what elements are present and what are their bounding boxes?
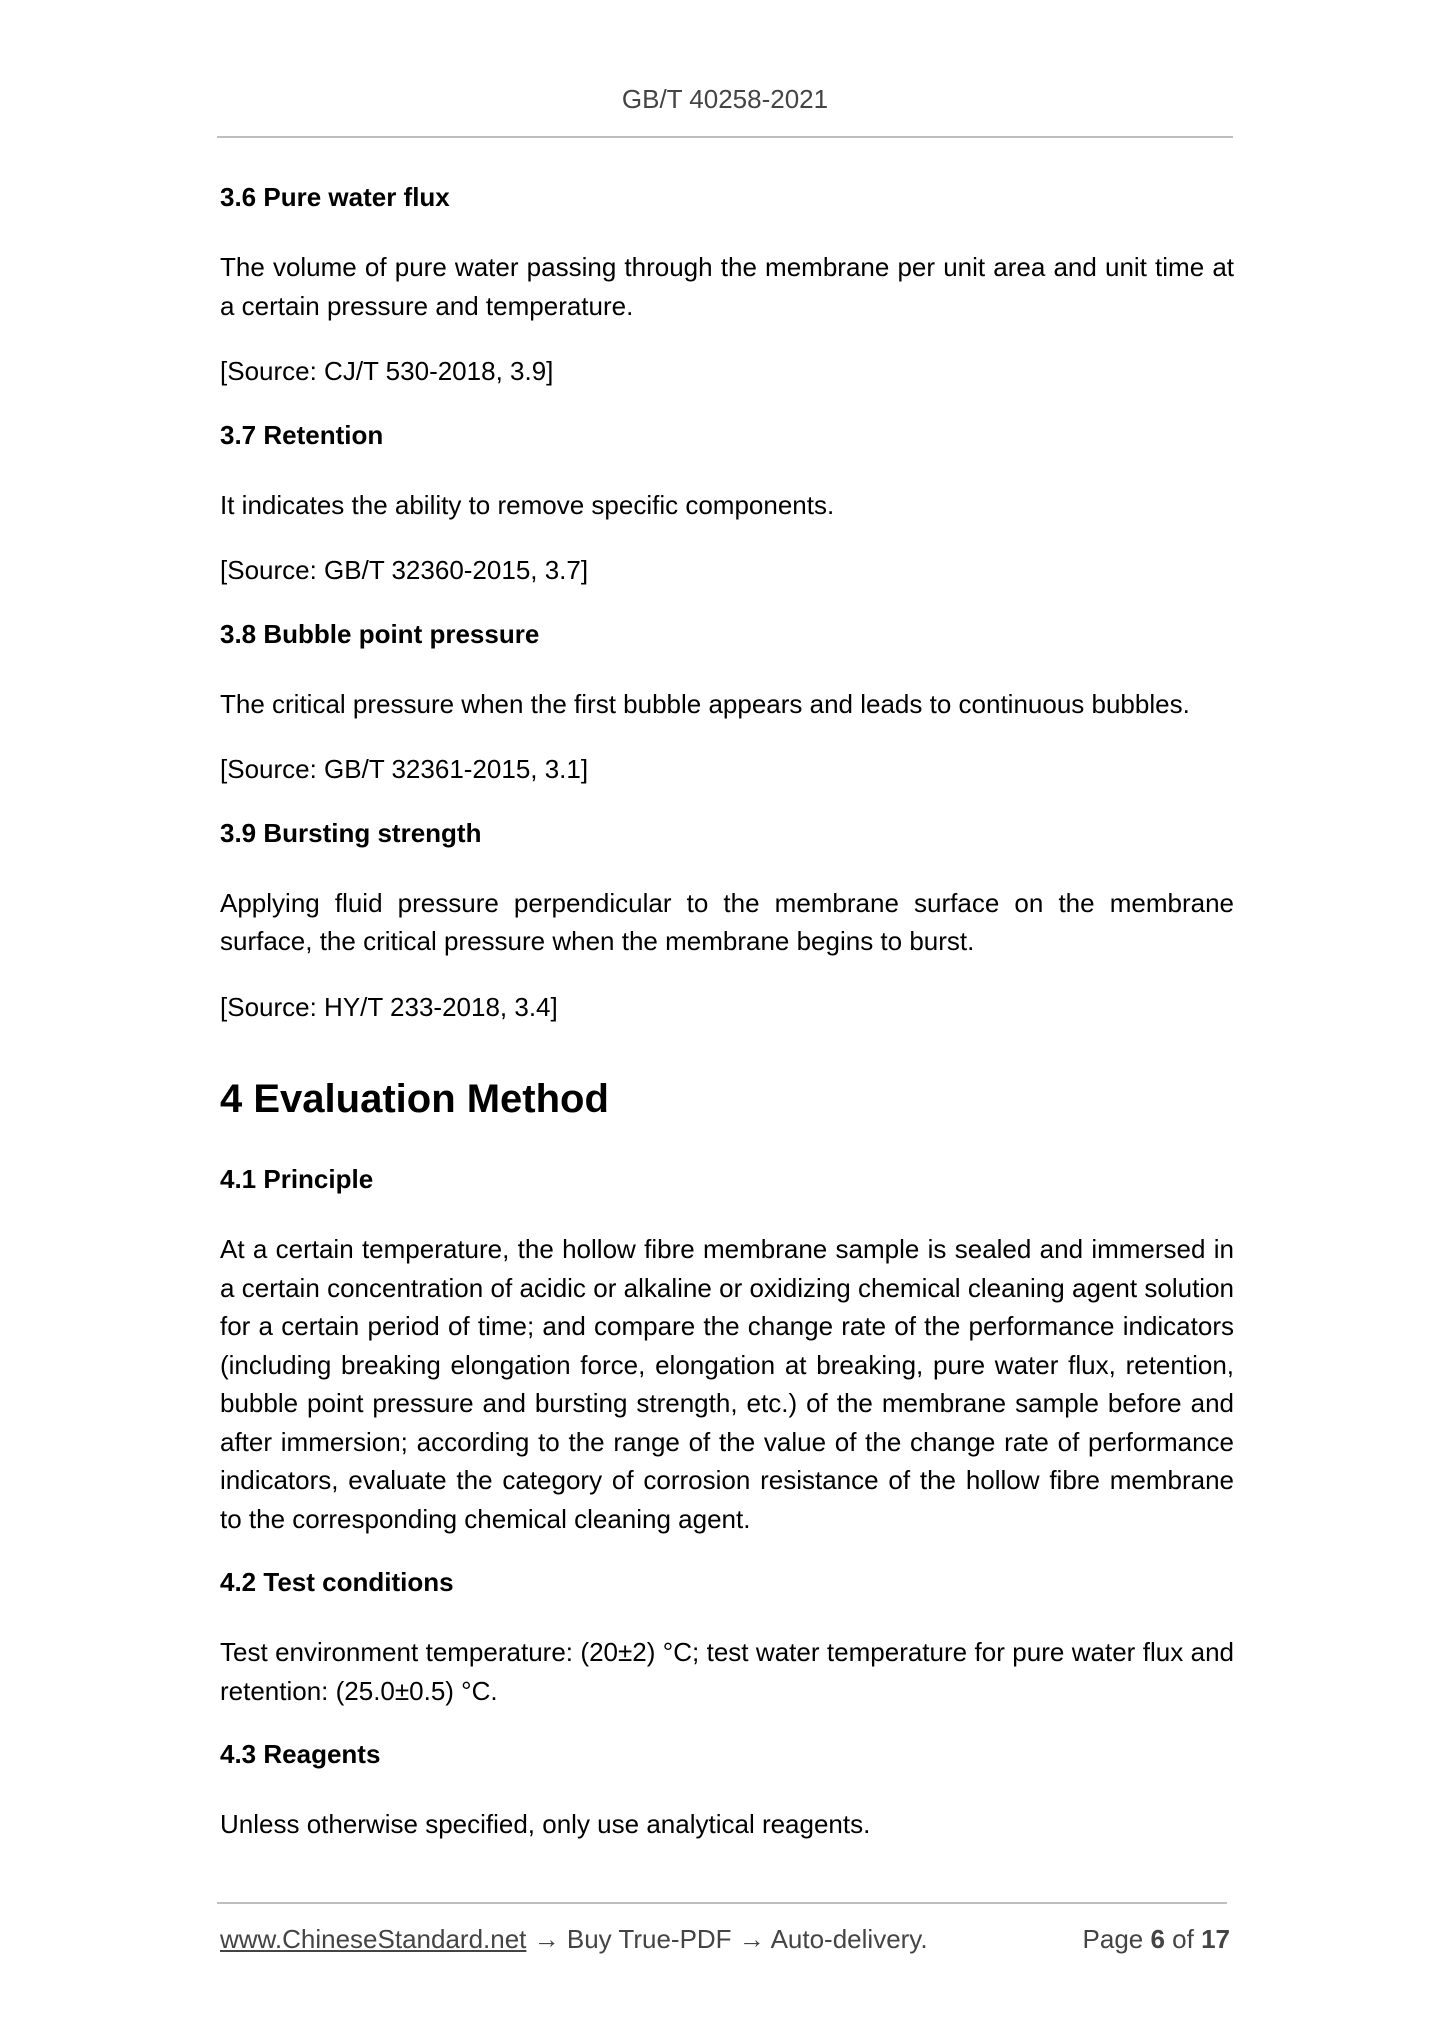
document-body [220, 180, 1234, 1844]
section-4-2-heading: 4.2 Test conditions [220, 1567, 454, 1597]
document-id-header: GB/T 40258-2021 [621, 84, 829, 114]
section-3-6-heading: 3.6 Pure water flux [220, 182, 450, 212]
header-divider [217, 136, 1233, 138]
section-4-3-text: Unless otherwise specified, only use analytical reagents. [220, 1809, 871, 1839]
page-current: 6 [1150, 1924, 1165, 1954]
section-3-9-text: Applying fluid pressure perpendicular to the membrane surface on the membrane surface, the critical pressure when the membrane begins to burst. [220, 887, 1234, 956]
page-prefix: Page [1082, 1924, 1151, 1954]
section-3-9-heading: 3.9 Bursting strength [220, 817, 482, 848]
section-3-6-text: The volume of pure water passing through the membrane per unit area and unit time at a certain pressure and temperature. [220, 252, 1234, 321]
footer-divider [217, 1902, 1227, 1904]
page-total: 17 [1201, 1924, 1230, 1954]
section-4-3-heading: 4.3 Reagents [220, 1739, 381, 1769]
page-indicator [1083, 1924, 1230, 1955]
section-3-8-source: [Source: GB/T 32361-2015, 3.1] [220, 754, 589, 784]
footer-promo-text: → Buy True-PDF → Auto-delivery. [526, 1924, 928, 1954]
section-4-1-text: At a certain temperature, the hollow fibre membrane sample is sealed and immersed in a certain concentration of acidic or alkaline or oxidizing chemical cleaning agent solution for a certain period of time; and compare the change rate of the performance indicators (including breaking elongation force, elongation at breaking, pure water flux, retention, bubble point pressure and bursting strength, etc.) of the membrane sample before and after immersion; according to the range of the value of the change rate of performance indicators, evaluate the category of corrosion resistance of the hollow fibre membrane to the corresponding chemical cleaning agent. [220, 1234, 1234, 1534]
section-3-7-text: It indicates the ability to remove specific components. [220, 489, 835, 520]
section-3-9-source: [Source: HY/T 233-2018, 3.4] [220, 991, 558, 1022]
section-3-6-source: [Source: CJ/T 530-2018, 3.9] [220, 356, 554, 386]
section-4-2-text: Test environment temperature: (20±2) °C; test water temperature for pure water flux and retention: (25.0±0.5) °C. [220, 1637, 1234, 1706]
website-link[interactable]: www.ChineseStandard.net [220, 1924, 527, 1954]
page-mid: of [1164, 1924, 1202, 1954]
section-3-7-source: [Source: GB/T 32360-2015, 3.7] [220, 555, 589, 585]
page-footer [220, 1924, 1230, 1955]
section-3-7-heading: 3.7 Retention [220, 419, 384, 450]
section-3-8-heading: 3.8 Bubble point pressure [220, 618, 540, 649]
section-4-1-heading: 4.1 Principle [220, 1164, 374, 1194]
chapter-4-heading: 4 Evaluation Method [220, 1077, 609, 1121]
section-3-8-text: The critical pressure when the first bubble appears and leads to continuous bubbles. [220, 688, 1190, 719]
